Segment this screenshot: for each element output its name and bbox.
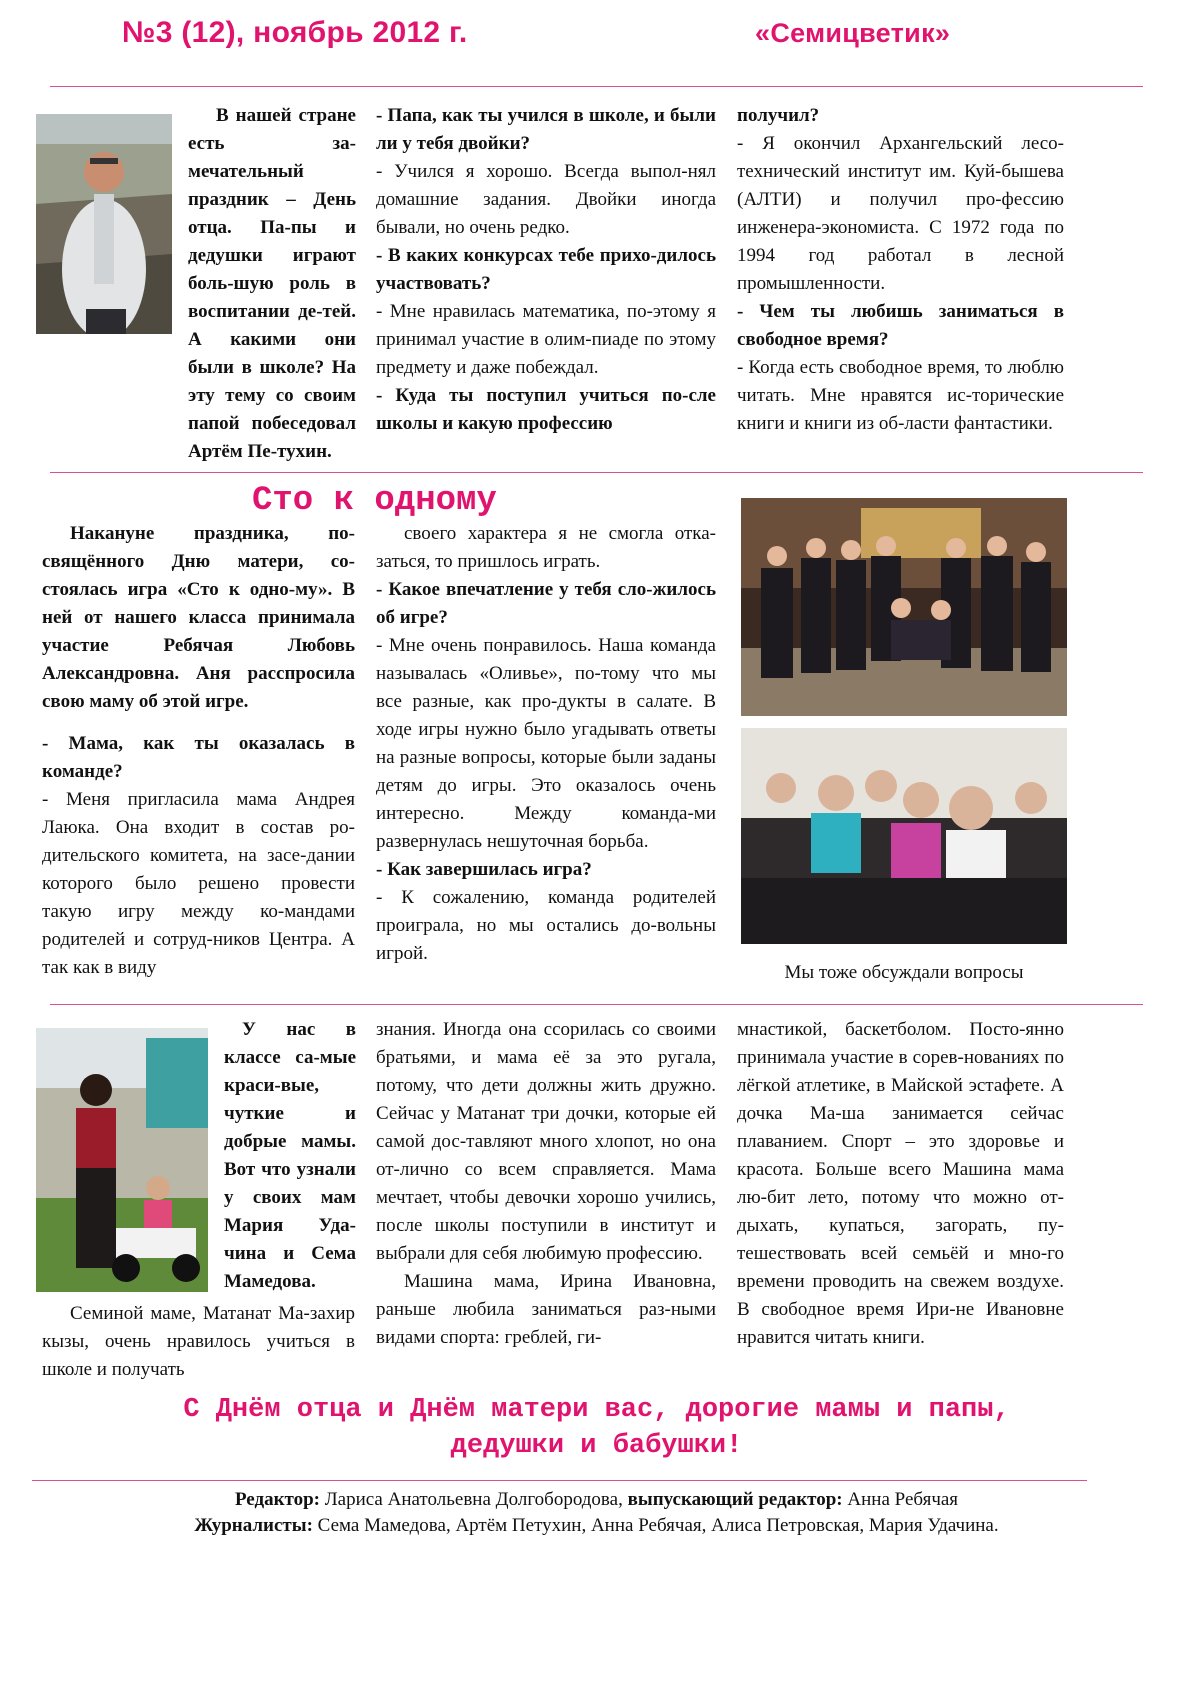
father-intro-text: В нашей стране есть за-мечательный праздник – День отца. Па-пы и дедушки играют боль-шую роль в воспитании де-тей. А какими они были в школе? На эту тему со своим папой побеседовал Артём Пе-тухин.: [188, 105, 356, 462]
mothers-intro-text: У нас в классе са-мые краси-вые, чуткие и добрые мамы. Вот что узнали у своих мам Мария Уда-чина и Сема Мамедова.: [224, 1019, 356, 1292]
greeting-line-1: С Днём отца и Днём матери вас, дорогие мамы и папы,: [183, 1395, 1010, 1425]
editor-name: Лариса Анатольевна Долгобородова,: [324, 1489, 623, 1510]
mothers-col1-text: Семиной маме, Матанат Ма-захир кызы, очень нравилось учиться в школе и получать: [42, 1303, 355, 1380]
game-intro: Накануне праздника, по-свящённого Дню матери, со-стоялась игра «Сто к одно-му». В ней от нашего класса принимала участие Ребячая Любовь Александровна. Аня расспросила свою маму об этой игре.: [42, 523, 355, 712]
issuing-editor-name: Анна Ребячая: [847, 1489, 959, 1510]
mothers-col3-text: мнастикой, баскетболом. Посто-янно принимала участие в сорев-нованиях по лёгкой атлетике, в Майской эстафете. А дочка Ма-ша занимается сейчас плаванием. Спорт – это здоровье и красота. Больше всего Машина мама лю-бит лето, потому что можно от-дыхать, купаться, загорать, пу-тешествовать всей семьёй и мно-го времени проводить на свежем воздухе. В свободное время Ири-не Ивановне нравится читать книги.: [737, 1019, 1064, 1348]
section-divider: [50, 1004, 1143, 1005]
answer: - Мне очень понравилось. Наша команда называлась «Оливье», по-тому что мы все разные, как про-дукты в салате. В ходе игры нужно было угадывать ответы на разные вопросы, которые были заданы детям до игры. Это оказалось очень интересно. Между команда-ми развернулась нешуточная борьба.: [376, 635, 716, 852]
game-col1: [42, 520, 355, 982]
parents-team-photo: [741, 498, 1067, 716]
father-interview-col2: [376, 102, 716, 438]
mothers-col2-p1: знания. Иногда она ссорилась со своими братьями, и мама её за это ругала, потому, что дети должны жить дружно. Сейчас у Матанат три дочки, которые ей самой дос-тавляют много хлопот, но она от-лично со всем справляется. Мама мечтает, чтобы девочки хорошо учились, после школы поступили в институт и выбрали для себя любимую профессию.: [376, 1019, 716, 1264]
greeting-line-2: дедушки и бабушки!: [450, 1431, 743, 1461]
question: - Куда ты поступил учиться по-сле школы и какую профессию: [376, 385, 716, 434]
answer: - Когда есть свободное время, то люблю читать. Мне нравятся ис-торические книги и книги из об-ласти фантастики.: [737, 357, 1064, 434]
question: - Чем ты любишь заниматься в свободное время?: [737, 301, 1064, 350]
father-photo: [36, 114, 172, 334]
answer: своего характера я не смогла отка-заться, то пришлось играть.: [376, 523, 716, 572]
header-divider: [50, 86, 1143, 87]
credits-editors: [0, 1486, 1193, 1514]
answer: - Учился я хорошо. Всегда выпол-нял домашние задания. Двойки иногда бывали, но очень редко.: [376, 161, 716, 238]
newspaper-name: «Семицветик»: [755, 18, 951, 48]
credits-journalists: [0, 1512, 1193, 1540]
mothers-col2: [376, 1016, 716, 1352]
question: - Как завершилась игра?: [376, 859, 592, 880]
question: - Какое впечатление у тебя сло-жилось об игре?: [376, 579, 716, 628]
issue-number: №3 (12), ноябрь 2012 г.: [122, 16, 468, 49]
journalists-label: Журналисты:: [194, 1515, 313, 1536]
editor-label: Редактор:: [234, 1489, 321, 1510]
section-divider: [50, 472, 1143, 473]
father-intro-top: [188, 102, 356, 466]
question: - Папа, как ты учился в школе, и были ли у тебя двойки?: [376, 105, 716, 154]
photo-caption: Мы тоже обсуждали вопросы: [784, 962, 1024, 983]
answer: - Мне нравилась математика, по-этому я принимал участие в олим-пиаде по этому предмету и даже побеждал.: [376, 301, 716, 378]
father-interview-col3: [737, 102, 1064, 438]
footer-divider: [32, 1480, 1087, 1481]
issuing-editor-label: выпускающий редактор:: [627, 1489, 843, 1510]
journalists-names: Сема Мамедова, Артём Петухин, Анна Ребячая, Алиса Петровская, Мария Удачина.: [317, 1515, 999, 1536]
question: - В каких конкурсах тебе прихо-дилось участвовать?: [376, 245, 716, 294]
mother-daughter-photo: [36, 1028, 208, 1292]
children-audience-photo: [741, 728, 1067, 944]
section-title: Сто к одному: [252, 482, 497, 520]
mothers-col2-p2: Машина мама, Ирина Ивановна, раньше любила заниматься раз-ными видами спорта: греблей, ги-: [376, 1271, 716, 1348]
answer: - Меня пригласила мама Андрея Лаюка. Она входит в состав ро-дительского комитета, на засе-дании которого было решено провести такую игру между ко-мандами родителей и сотруд-ников Центра. А так как в виду: [42, 789, 355, 978]
mothers-col3: [737, 1016, 1064, 1352]
answer: - К сожалению, команда родителей проиграла, но мы остались до-вольны игрой.: [376, 887, 716, 964]
mothers-intro-top: [224, 1016, 356, 1296]
question: получил?: [737, 105, 820, 126]
question: - Мама, как ты оказалась в команде?: [42, 733, 355, 782]
game-col2: [376, 520, 716, 968]
mothers-col1-tail: [42, 1300, 355, 1384]
answer: - Я окончил Архангельский лесо-технический институт им. Куй-бышева (АЛТИ) и получил про-фессию инженера-экономиста. С 1972 года по 1994 год работал в лесной промышленности.: [737, 133, 1064, 294]
